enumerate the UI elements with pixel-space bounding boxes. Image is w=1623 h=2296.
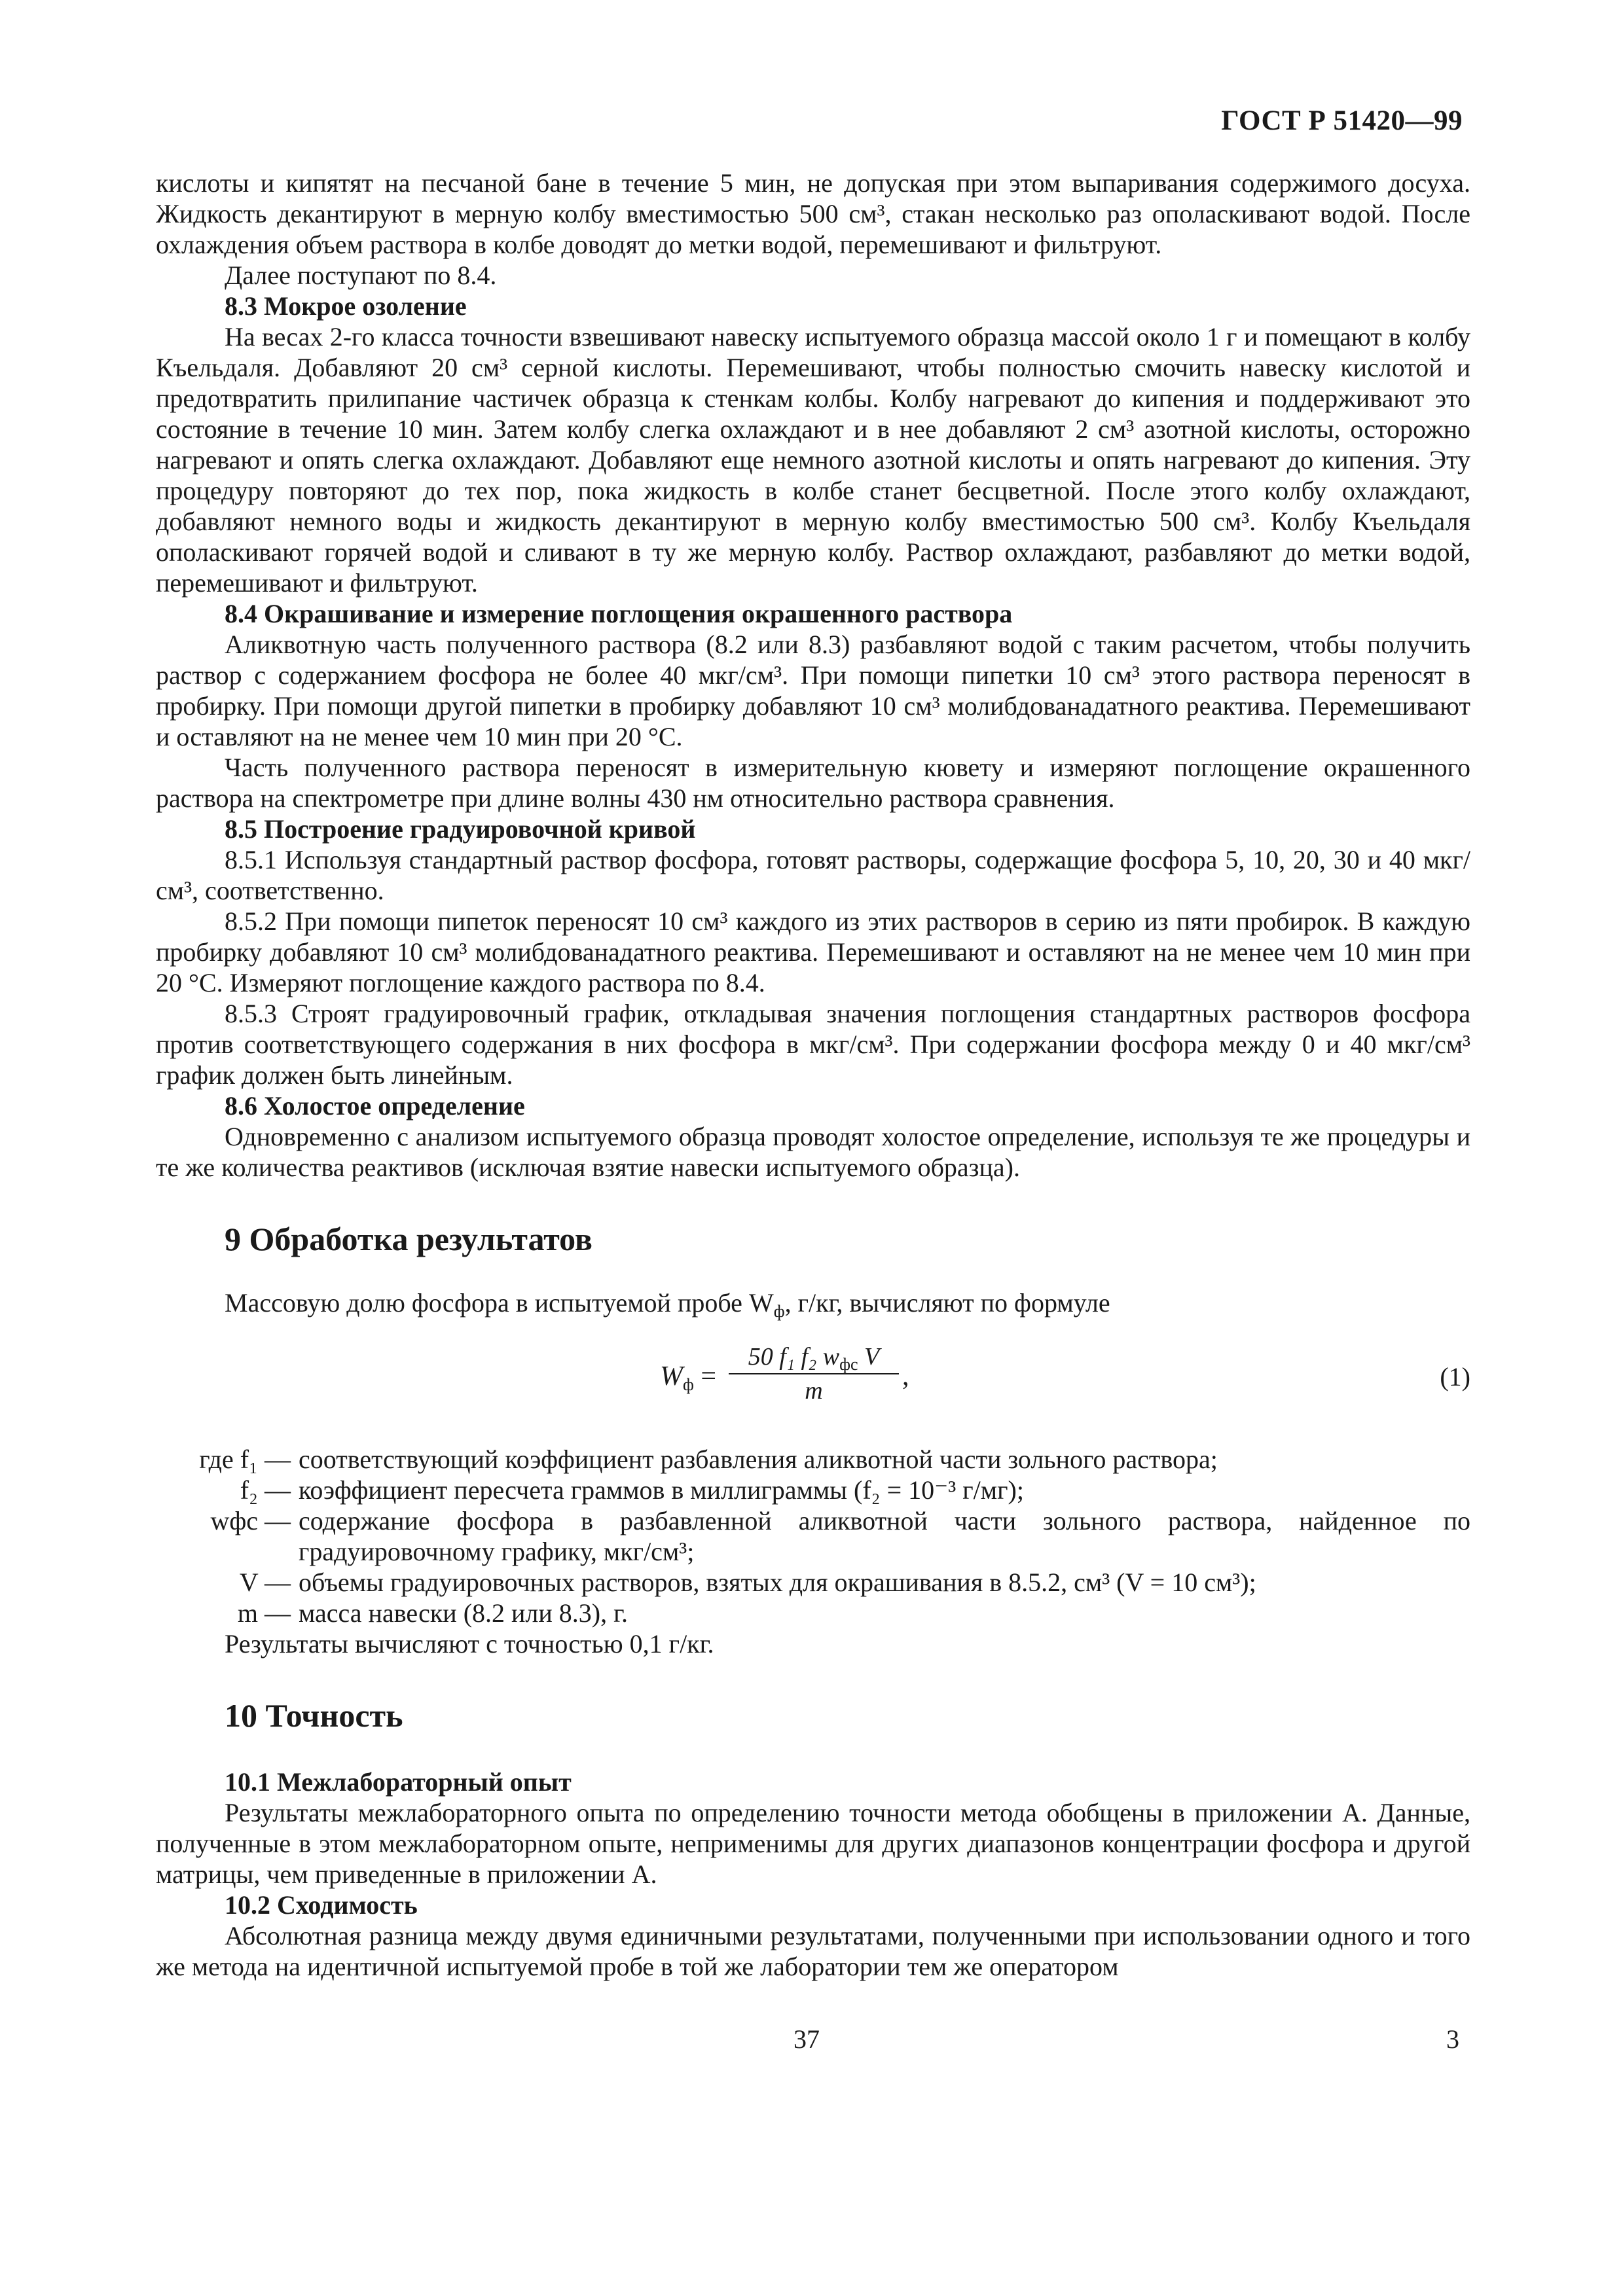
definition-symbol: f₂ —	[240, 1475, 291, 1505]
definition-row	[156, 1475, 1470, 1505]
paragraph: Абсолютная разница между двумя единичными результатами, полученными при использовании одного и того же метода на идентичной испытуемой пробе в той же лаборатории тем же оператором	[156, 1921, 1470, 1981]
paragraph: Далее поступают по 8.4.	[225, 260, 497, 290]
paragraph: кислоты и кипятят на песчаной бане в течение 5 мин, не допуская при этом выпаривания содержимого досуха. Жидкость декантируют в мерную колбу вместимостью 500 см³, стакан несколько раз ополаскивают водой. После охлаждения объем раствора в колбе доводят до метки водой, перемешивают и фильтруют.	[156, 168, 1470, 259]
paragraph: 8.5.1 Используя стандартный раствор фосфора, готовят растворы, содержащие фосфора 5, 10, 20, 30 и 40 мкг/см³, соответственно.	[156, 845, 1470, 905]
formula-lhs: $W_ф$ =	[660, 1361, 717, 1394]
paragraph: Одновременно с анализом испытуемого образца проводят холостое определение, используя те же процедуры и те же количества реактивов (исключая взятие навески испытуемого образца).	[156, 1122, 1470, 1182]
definition-symbol: где f₁ —	[199, 1444, 291, 1474]
definition-text: коэффициент пересчета граммов в миллиграммы (f₂ = 10⁻³ г/мг);	[299, 1475, 1024, 1505]
paragraph: 8.5.2 При помощи пипеток переносят 10 см³ каждого из этих растворов в серию из пяти пробирок. В каждую пробирку добавляют 10 см³ молибдованадатного реактива. Перемешивают и оставляют на не менее чем 10 мин при 20 °С. Измеряют поглощение каждого раствора по 8.4.	[156, 906, 1470, 997]
formula-1	[156, 1340, 1470, 1418]
formula-number: (1)	[1440, 1362, 1470, 1391]
section-heading-10: 10 Точность	[225, 1697, 403, 1734]
formula-numerator: 50 f₁ f₂ $w_{фс}$ V	[729, 1340, 899, 1374]
paragraph: Результаты межлабораторного опыта по определению точности метода обобщены в приложении А. Данные, полученные в этом межлабораторном опыте, неприменимы для других диапазонов концентрации фосфора и другой матрицы, чем приведенные в приложении А.	[156, 1798, 1470, 1889]
formula-denominator: m	[805, 1377, 823, 1405]
definition-symbol: V —	[239, 1568, 291, 1597]
document-header-id: ГОСТ Р 51420—99	[1221, 105, 1463, 136]
paragraph: 8.5.3 Строят градуировочный график, откладывая значения поглощения стандартных растворов фосфора против соответствующего содержания в них фосфора в мкг/см³. При содержании фосфора между 0 и 40 мкг/см³ график должен быть линейным.	[156, 999, 1470, 1090]
definition-row	[156, 1444, 1470, 1475]
definition-row	[156, 1567, 1470, 1598]
definition-row	[156, 1505, 1470, 1567]
subsection-heading-8-5: 8.5 Построение градуировочной кривой	[225, 814, 696, 844]
definition-symbol: m —	[237, 1598, 291, 1628]
formula-intro: Массовую долю фосфора в испытуемой пробе $W_ф$, г/кг, вычисляют по формуле	[225, 1288, 1110, 1321]
subsection-heading-10-2: 10.2 Сходимость	[225, 1890, 418, 1920]
paragraph: Часть полученного раствора переносят в измерительную кювету и измеряют поглощение окрашенного раствора на спектрометре при длине волны 430 нм относительно раствора сравнения.	[156, 753, 1470, 813]
document-body	[156, 168, 1470, 1982]
paragraph: Аликвотную часть полученного раствора (8.2 или 8.3) разбавляют водой с таким расчетом, чтобы получить раствор с содержанием фосфора не более 40 мкг/см³. При помощи пипетки 10 см³ этого раствора переносят в пробирку. При помощи другой пипетки в пробирку добавляют 10 см³ молибдованадатного реактива. Перемешивают и оставляют на не менее чем 10 мин при 20 °С.	[156, 630, 1470, 751]
section-heading-9: 9 Обработка результатов	[225, 1221, 593, 1257]
variable-definitions	[156, 1444, 1470, 1628]
paragraph: На весах 2-го класса точности взвешивают навеску испытуемого образца массой около 1 г и помещают в колбу Къельдаля. Добавляют 20 см³ серной кислоты. Перемешивают, чтобы полностью смочить навеску кислотой и предотвратить прилипание частичек образца к стенкам колбы. Колбу нагревают до кипения и поддерживают это состояние в течение 10 мин. Затем колбу слегка охлаждают и в нее добавляют 2 см³ азотной кислоты, осторожно нагревают и опять слегка охлаждают. Добавляют еще немного азотной кислоты и опять нагревают до кипения. Эту процедуру повторяют до тех пор, пока жидкость в колбе станет бесцветной. После этого колбу охлаждают, добавляют немного воды и жидкость декантируют в мерную колбу вместимостью 500 см³. Колбу Къельдаля ополаскивают горячей водой и сливают в ту же мерную колбу. Раствор охлаждают, разбавляют до метки водой, перемешивают и фильтруют.	[156, 322, 1470, 598]
definition-symbol: wфс —	[210, 1506, 291, 1535]
definition-text: содержание фосфора в разбавленной аликвотной части зольного раствора, найденное по градуировочному графику, мкг/см³;	[299, 1506, 1470, 1566]
subsection-heading-8-3: 8.3 Мокрое озоление	[225, 291, 467, 321]
footer-center-number: 37	[793, 2024, 820, 2054]
page-number: 3	[1446, 2024, 1459, 2054]
subsection-heading-8-6: 8.6 Холостое определение	[225, 1091, 525, 1121]
subsection-heading-8-4: 8.4 Окрашивание и измерение поглощения окрашенного раствора	[225, 599, 1013, 628]
formula-comma: ,	[902, 1361, 909, 1391]
result-precision: Результаты вычисляют с точностью 0,1 г/кг.	[225, 1629, 714, 1659]
subsection-heading-10-1: 10.1 Межлабораторный опыт	[225, 1767, 572, 1797]
definition-row	[156, 1598, 1470, 1628]
definition-text: объемы градуировочных растворов, взятых для окрашивания в 8.5.2, см³ (V = 10 см³);	[299, 1568, 1256, 1597]
definition-text: масса навески (8.2 или 8.3), г.	[299, 1598, 629, 1628]
definition-text: соответствующий коэффициент разбавления аликвотной части зольного раствора;	[299, 1444, 1218, 1474]
formula-fraction	[729, 1340, 899, 1407]
